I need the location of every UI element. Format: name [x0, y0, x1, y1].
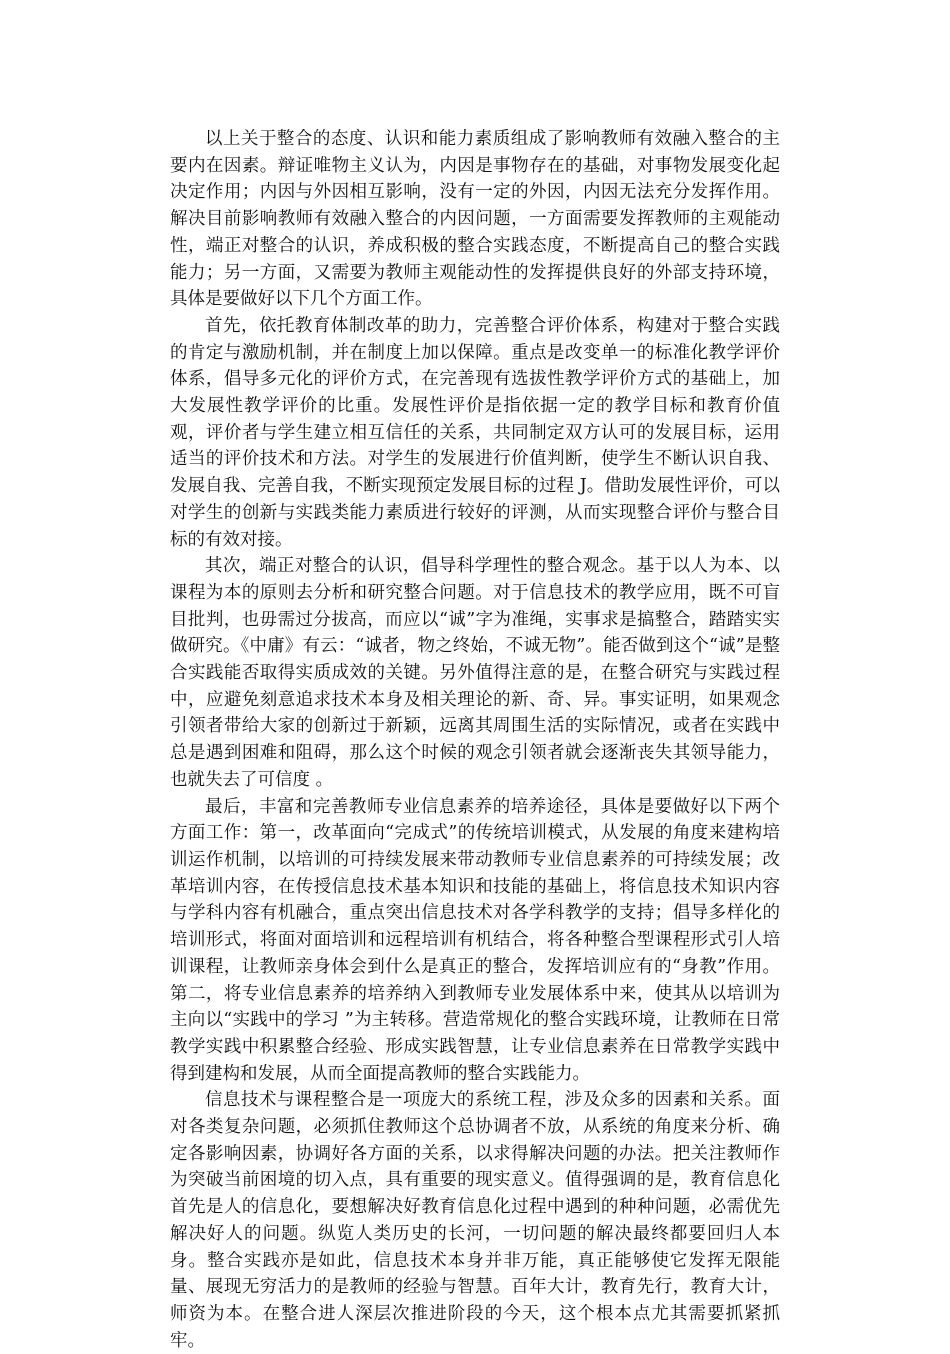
document-body [170, 126, 780, 1354]
paragraph-internal-factors: 以上关于整合的态度、认识和能力素质组成了影响教师有效融入整合的主要内在因素。辩证唯物主义认为，内因是事物存在的基础，对事物发展变化起决定作用；内因与外因相互影响，没有一定的外因，内因无法充分发挥作用。解决目前影响教师有效融入整合的内因问题，一方面需要发挥教师的主观能动性，端正对整合的认识，养成积极的整合实践态度，不断提高自己的整合实践能力；另一方面，又需要为教师主观能动性的发挥提供良好的外部支持环境，具体是要做好以下几个方面工作。 [170, 129, 780, 310]
paragraph-last-training: 最后，丰富和完善教师专业信息素养的培养途径，具体是要做好以下两个方面工作：第一，改革面向“完成式”的传统培训模式，从发展的角度来建构培训运作机制，以培训的可持续发展来带动教师专业信息素养的可持续发展；改革培训内容，在传授信息技术基本知识和技能的基础上，将信息技术知识内容与学科内容有机融合，重点突出信息技术对各学科教学的支持；倡导多样化的培训形式，将面对面培训和远程培训有机结合，将各种整合型课程形式引人培训课程，让教师亲身体会到什么是真正的整合，发挥培训应有的“身教”作用。第二，将专业信息素养的培养纳入到教师专业发展体系中来，使其从以培训为主向以“实践中的学习 ”为主转移。营造常规化的整合实践环境，让教师在日常教学实践中积累整合经验、形成实践智慧，让专业信息素养在日常教学实践中得到建构和发展，从而全面提高教师的整合实践能力。 [170, 796, 780, 1084]
paragraph-conclusion: 信息技术与课程整合是一项庞大的系统工程，涉及众多的因素和关系。面对各类复杂问题，必须抓住教师这个总协调者不放，从系统的角度来分析、确定各影响因素，协调好各方面的关系，以求得解决问题的办法。把关注教师作为突破当前困境的切入点，具有重要的现实意义。值得强调的是，教育信息化首先是人的信息化，要想解决好教育信息化过程中遇到的种种问题，必需优先解决好人的问题。纵览人类历史的长河，一切问题的解决最终都要回归人本身。整合实践亦是如此，信息技术本身并非万能，真正能够使它发挥无限能量、展现无穷活力的是教师的经验与智慧。百年大计，教育先行，教育大计，师资为本。在整合进人深层次推进阶段的今天，这个根本点尤其需要抓紧抓牢。 [170, 1090, 780, 1351]
paragraph-second-concept: 其次，端正对整合的认识，倡导科学理性的整合观念。基于以人为本、以课程为本的原则去分析和研究整合问题。对于信息技术的教学应用，既不可盲目批判，也毋需过分拔高，而应以“诚”字为准绳，实事求是搞整合，踏踏实实做研究。《中庸》有云：“诚者，物之终始，不诚无物”。能否做到这个“诚”是整合实践能否取得实质成效的关键。另外值得注意的是，在整合研究与实践过程中，应避免刻意追求技术本身及相关理论的新、奇、异。事实证明，如果观念引领者带给大家的创新过于新颖，远离其周围生活的实际情况，或者在实践中总是遇到困难和阻碍，那么这个时候的观念引领者就会逐渐丧失其领导能力，也就失去了可信度 。 [170, 556, 780, 790]
paragraph-first-evaluation: 首先，依托教育体制改革的助力，完善整合评价体系，构建对于整合实践的肯定与激励机制，并在制度上加以保障。重点是改变单一的标准化教学评价体系，倡导多元化的评价方式，在完善现有选拔性教学评价方式的基础上，加大发展性教学评价的比重。发展性评价是指依据一定的教学目标和教育价值观，评价者与学生建立相互信任的关系，共同制定双方认可的发展目标，运用适当的评价技术和方法。对学生的发展进行价值判断，使学生不断认识自我、发展自我、完善自我，不断实现预定发展目标的过程 J。借助发展性评价，可以对学生的创新与实践类能力素质进行较好的评测，从而实现整合评价与整合目标的有效对接。 [170, 315, 780, 550]
